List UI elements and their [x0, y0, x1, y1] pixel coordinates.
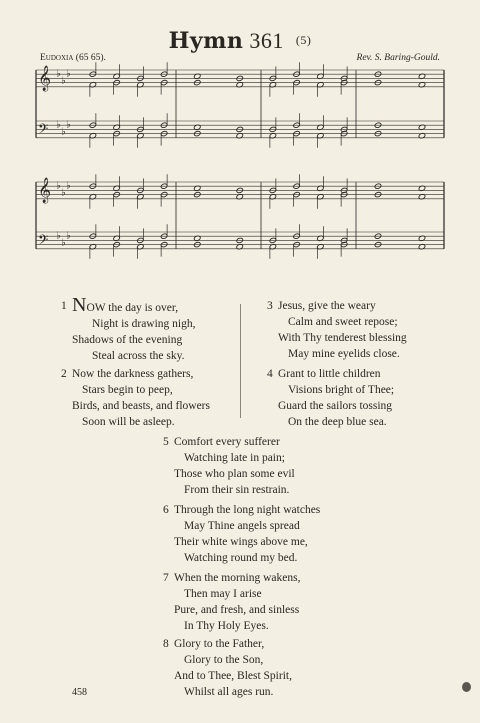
- verse-1: [61, 294, 196, 364]
- verse-line: Whilst all ages run.: [184, 686, 274, 698]
- flat-icon: ♭: [61, 75, 66, 87]
- verse-line: May Thine angels spread: [184, 520, 300, 532]
- verse-line: Guard the sailors tossing: [278, 400, 393, 412]
- verse-line: OW the day is over,: [86, 302, 179, 314]
- flat-icon: ♭: [56, 68, 61, 80]
- verse-line: Night is drawing nigh,: [92, 318, 196, 330]
- verse-line: Soon will be asleep.: [82, 416, 175, 428]
- verse-number: 7: [163, 572, 169, 584]
- drop-cap: N: [72, 294, 87, 316]
- ink-spot: [462, 682, 471, 692]
- verse-line: Their white wings above me,: [174, 536, 308, 548]
- flat-icon: ♭: [61, 187, 66, 199]
- verse-line: Comfort every sufferer: [174, 436, 280, 448]
- verse-line: And to Thee, Blest Spirit,: [174, 670, 292, 682]
- verse-line: Through the long night watches: [174, 504, 321, 516]
- verse-line: On the deep blue sea.: [288, 416, 387, 428]
- column-divider: [240, 304, 241, 418]
- verse-line: Stars begin to peep,: [82, 384, 173, 396]
- verse-line: In Thy Holy Eyes.: [184, 620, 269, 632]
- verse-2: [61, 366, 210, 430]
- verse-8: [163, 636, 292, 700]
- verse-line: May mine eyelids close.: [288, 348, 400, 360]
- verse-5: [163, 434, 295, 498]
- flat-icon: ♭: [56, 230, 61, 242]
- bass-clef-icon: 𝄢: [38, 121, 49, 141]
- verse-line: Watching round my bed.: [184, 552, 298, 564]
- hymn-word: Hymn: [168, 28, 244, 54]
- flat-icon: ♭: [56, 180, 61, 192]
- author-name: Rev. S. Baring-Gould.: [356, 53, 440, 63]
- flat-icon: ♭: [66, 119, 71, 131]
- verse-number: 8: [163, 638, 169, 650]
- page-number: 458: [72, 687, 87, 698]
- verse-line: From their sin restrain.: [184, 484, 290, 496]
- verse-line: Steal across the sky.: [92, 350, 185, 362]
- verse-number: 1: [61, 300, 67, 312]
- verse-6: [163, 502, 321, 566]
- verse-line: Those who plan some evil: [174, 468, 295, 480]
- verse-line: Glory to the Son,: [184, 654, 264, 666]
- verse-number: 2: [61, 368, 67, 380]
- verse-line: Grant to little children: [278, 368, 381, 380]
- treble-clef-icon: 𝄞: [38, 66, 52, 92]
- verse-line: Calm and sweet repose;: [288, 316, 398, 328]
- verse-line: Now the darkness gathers,: [72, 368, 194, 380]
- verse-line: Shadows of the evening: [72, 334, 183, 346]
- verse-number: 3: [267, 300, 273, 312]
- treble-clef-icon: 𝄞: [38, 178, 52, 204]
- verse-line: Jesus, give the weary: [278, 300, 376, 312]
- flat-icon: ♭: [61, 237, 66, 249]
- bass-clef-icon: 𝄢: [38, 232, 49, 252]
- verse-number: 6: [163, 504, 169, 516]
- verse-line: Glory to the Father,: [174, 638, 265, 650]
- flat-icon: ♭: [56, 119, 61, 131]
- flat-icon: ♭: [66, 68, 71, 80]
- flat-icon: ♭: [66, 230, 71, 242]
- verse-line: Watching late in pain;: [184, 452, 285, 464]
- music-score: [0, 0, 480, 300]
- verse-number: 5: [163, 436, 169, 448]
- hymn-meter: (5): [295, 33, 312, 47]
- verse-line: Pure, and fresh, and sinless: [174, 604, 300, 616]
- verse-line: Then may I arise: [184, 588, 262, 600]
- verse-7: [163, 570, 301, 634]
- verse-line: With Thy tenderest blessing: [278, 332, 407, 344]
- flat-icon: ♭: [66, 180, 71, 192]
- hymn-number: 361: [249, 28, 284, 53]
- verse-3: [267, 298, 407, 362]
- verse-4: [267, 366, 395, 430]
- verse-line: Birds, and beasts, and flowers: [72, 400, 210, 412]
- verse-line: Visions bright of Thee;: [288, 384, 395, 396]
- flat-icon: ♭: [61, 126, 66, 138]
- verse-line: When the morning wakens,: [174, 572, 301, 584]
- verse-number: 4: [267, 368, 273, 380]
- tune-name: Eudoxia (65 65).: [40, 53, 106, 63]
